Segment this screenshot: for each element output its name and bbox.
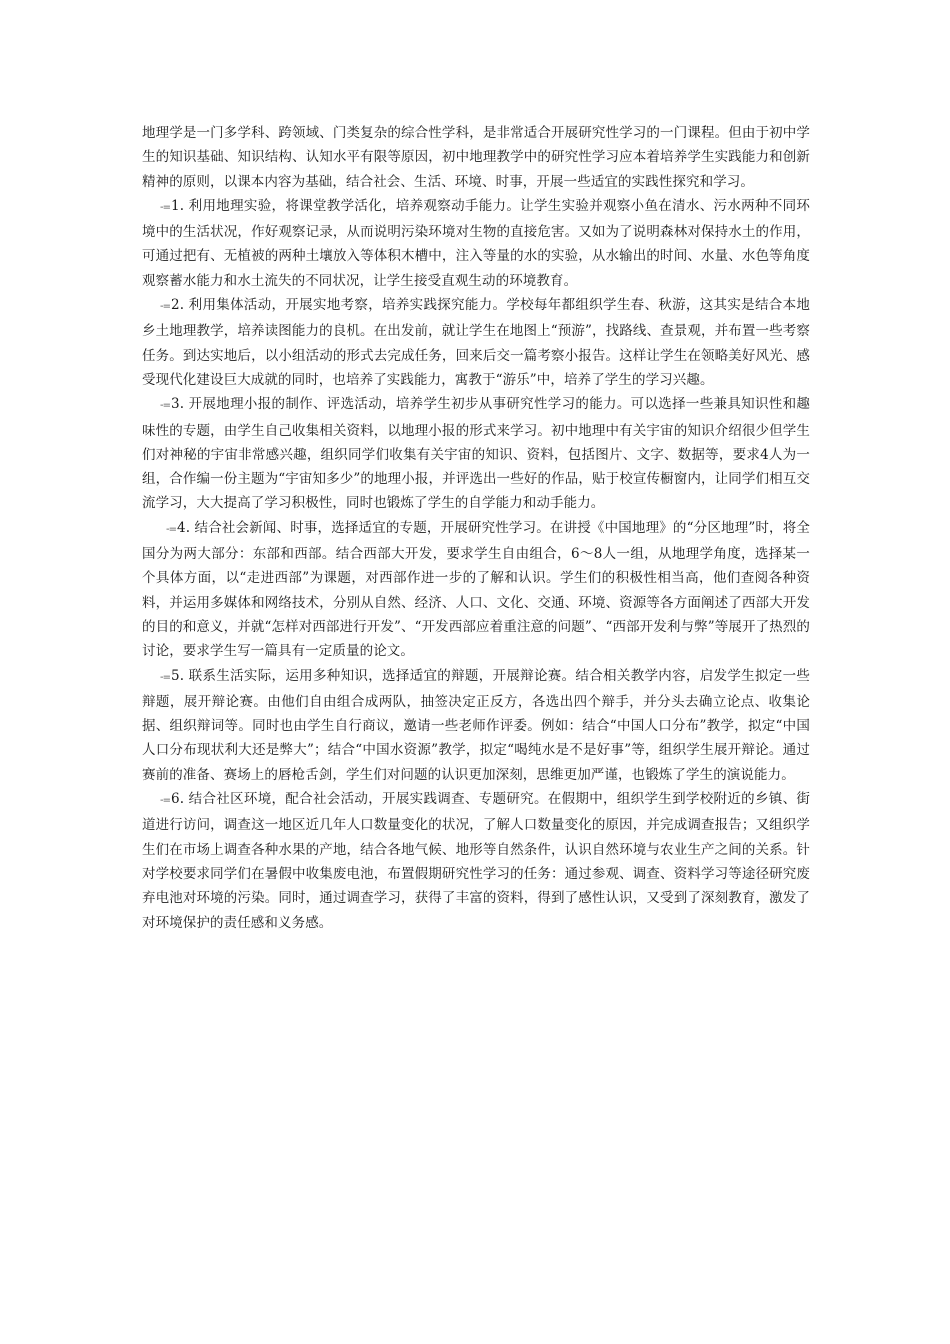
paragraph-item-1 (142, 194, 810, 293)
paragraph-text: 5. 联系生活实际，运用多种知识，选择适宜的辩题，开展辩论赛。结合相关教学内容，启发学生拟定一些辩题，展开辩论赛。由他们自由组合成两队，抽签决定正反方，各选出四个辩手，并分头去确立论点、收集论据、组织辩词等。同时也由学生自行商议，邀请一些老师作评委。例如：结合“中国人口分布”教学，拟定“中国人口分布现状利大还是弊大”；结合“中国水资源”教学，拟定“喝纯水是不是好事”等，组织学生展开辩论。通过赛前的准备、赛场上的唇枪舌剑，学生们对问题的认识更加深刻，思维更加严谨，也锻炼了学生的演说能力。 (142, 667, 810, 783)
list-marker: -= (160, 671, 170, 683)
paragraph-item-2 (142, 293, 810, 392)
paragraph-item-6 (142, 787, 810, 935)
paragraph-text: 4. 结合社会新闻、时事，选择适宜的专题，开展研究性学习。在讲授《中国地理》的“分区地理”时，将全国分为两大部分：东部和西部。结合西部大开发，要求学生自由组合，6～8人一组，从地理学角度，选择某一个具体方面，以“走进西部”为课题，对西部作进一步的了解和认识。学生们的积极性相当高，他们查阅各种资料，并运用多媒体和网络技术，分别从自然、经济、人口、文化、交通、环境、资源等各方面阐述了西部大开发的目的和意义，并就“怎样对西部进行开发”、“开发西部应着重注意的问题”、“西部开发利与弊”等展开了热烈的讨论，要求学生写一篇具有一定质量的论文。 (142, 519, 810, 660)
list-marker: -= (160, 201, 170, 213)
paragraph-text: 3. 开展地理小报的制作、评选活动，培养学生初步从事研究性学习的能力。可以选择一些兼具知识性和趣味性的专题，由学生自己收集相关资料，以地理小报的形式来学习。初中地理中有关宇宙的知识介绍很少但学生们对神秘的宇宙非常感兴趣，组织同学们收集有关宇宙的知识、资料，包括图片、文字、数据等，要求4人为一组，合作编一份主题为“宇宙知多少”的地理小报，并评选出一些好的作品，贴于校宣传橱窗内，让同学们相互交流学习，大大提高了学习积极性，同时也锻炼了学生的自学能力和动手能力。 (142, 396, 810, 512)
list-marker: -= (160, 301, 170, 313)
paragraph-text: 2. 利用集体活动，开展实地考察，培养实践探究能力。学校每年都组织学生春、秋游，这其实是结合本地乡土地理教学，培养读图能力的良机。在出发前，就让学生在地图上“预游”，找路线、查景观，并布置一些考察任务。到达实地后，以小组活动的形式去完成任务，回来后交一篇考察小报告。这样让学生在领略美好风光、感受现代化建设巨大成就的同时，也培养了实践能力，寓教于“游乐”中，培养了学生的学习兴趣。 (142, 297, 810, 388)
paragraph-item-4 (142, 516, 810, 664)
paragraph-text: 6. 结合社区环境，配合社会活动，开展实践调查、专题研究。在假期中，组织学生到学校附近的乡镇、街道进行访问，调查这一地区近几年人口数量变化的状况，了解人口数量变化的原因，并完成调查报告；又组织学生们在市场上调查各种水果的产地，结合各地气候、地形等自然条件，认识自然环境与农业生产之间的关系。针对学校要求同学们在暑假中收集废电池，布置假期研究性学习的任务：通过参观、调查、资料学习等途径研究废弃电池对环境的污染。同时，通过调查学习，获得了丰富的资料，得到了感性认识，又受到了深刻教育，激发了对环境保护的责任感和义务感。 (142, 791, 810, 931)
list-marker: -= (166, 523, 176, 535)
paragraph-item-5 (142, 664, 810, 787)
intro-paragraph: 地理学是一门多学科、跨领域、门类复杂的综合性学科，是非常适合开展研究性学习的一门课程。但由于初中学生的知识基础、知识结构、认知水平有限等原因，初中地理教学中的研究性学习应本着培养学生实践能力和创新精神的原则，以课本内容为基础，结合社会、生活、环境、时事，开展一些适宜的实践性探究和学习。 (142, 125, 810, 190)
list-marker: -= (160, 795, 170, 807)
document-body (142, 121, 810, 935)
paragraph-item-3 (142, 392, 810, 515)
list-marker: -= (160, 400, 170, 412)
paragraph-text: 1. 利用地理实验，将课堂教学活化，培养观察动手能力。让学生实验并观察小鱼在清水、污水两种不同环境中的生活状况，作好观察记录，从而说明污染环境对生物的直接危害。又如为了说明森林对保持水土的作用，可通过把有、无植被的两种土壤放入等体积木槽中，注入等量的水的实验，从水输出的时间、水量、水色等角度观察蓄水能力和水土流失的不同状况，让学生接受直观生动的环境教育。 (142, 197, 810, 289)
